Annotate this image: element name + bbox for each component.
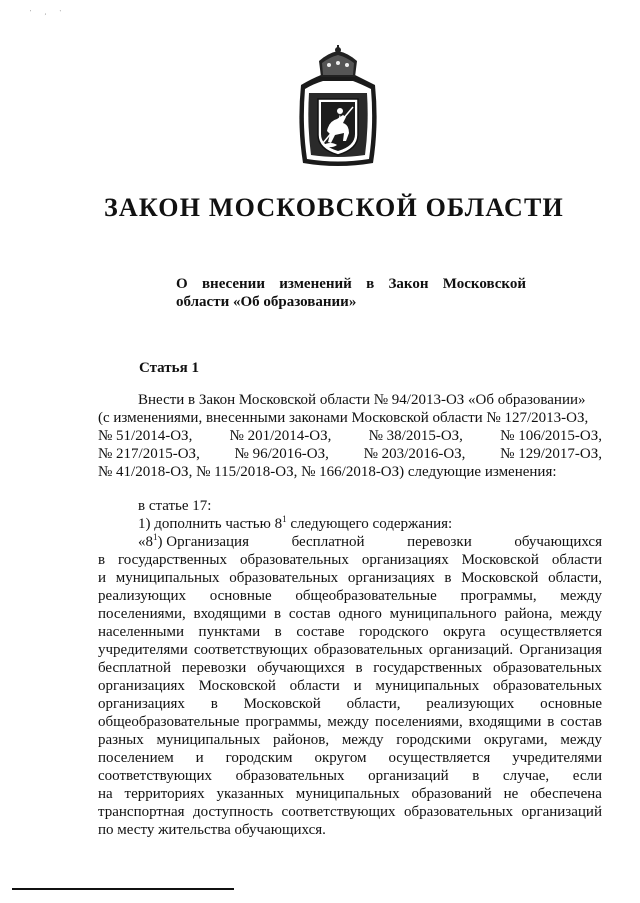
word: случае, [502, 768, 550, 784]
law-number: № 96/2016-ОЗ, [234, 446, 329, 462]
word: государственных [118, 552, 227, 568]
word: организациях [361, 552, 449, 568]
word: входящими [468, 714, 542, 730]
word: между [560, 732, 602, 748]
subtitle-line-2: области «Об образовании» [176, 294, 357, 310]
word: входящими [193, 606, 267, 622]
word: государственных [373, 660, 483, 676]
intro-paragraph [98, 391, 602, 481]
text-line [98, 713, 602, 731]
bottom-rule [12, 888, 234, 890]
word: «$8^1$) Организация [138, 532, 249, 550]
word: образовательных [235, 768, 345, 784]
word: Организация [519, 642, 602, 658]
word: бесплатной [98, 660, 172, 676]
word: муниципальных [375, 678, 480, 694]
word: обучающихся [514, 534, 602, 550]
word: поселениями, [98, 606, 186, 622]
moscow-oblast-coat-of-arms-icon [293, 45, 383, 172]
word: соответствующих [98, 768, 212, 784]
text-line [98, 551, 602, 569]
word: перевозки [407, 534, 472, 550]
word: округами, [483, 732, 548, 748]
paragraph-first-line [98, 533, 602, 551]
word: муниципальных [156, 732, 261, 748]
word: образований [411, 786, 492, 802]
word: округом [314, 750, 367, 766]
word: в [366, 276, 375, 292]
word: доступность [193, 804, 274, 820]
word: муниципальных [295, 786, 400, 802]
word: составе [296, 624, 345, 640]
word: и [195, 750, 204, 766]
law-subtitle [176, 275, 526, 311]
word: осуществляется [388, 750, 491, 766]
text-line [98, 677, 602, 695]
word: обеспечена [530, 786, 602, 802]
word: общеобразовательные [295, 588, 437, 604]
text-line [98, 641, 602, 659]
word: указанных [216, 786, 284, 802]
word: соответствующих [193, 642, 308, 658]
word: изменений [279, 276, 352, 292]
word: реализующих [98, 588, 187, 604]
text-line [98, 605, 602, 623]
scan-specks: ' , ' [30, 10, 67, 16]
word: в [355, 660, 363, 676]
word: области [551, 552, 602, 568]
text-line [98, 659, 602, 677]
word: программы, [245, 714, 322, 730]
word: осуществляется [500, 624, 602, 640]
text-line [98, 749, 602, 767]
word: О [176, 276, 188, 292]
word: районов, [273, 732, 330, 748]
word: Московской [198, 678, 276, 694]
word: разных [98, 732, 144, 748]
word: населенными [98, 624, 184, 640]
law-number: № 217/2015-ОЗ, [98, 446, 200, 462]
law-number: № 51/2014-ОЗ, [98, 428, 193, 444]
law-number: № 38/2015-ОЗ, [368, 428, 463, 444]
word: городскими [396, 732, 472, 748]
word: основные [209, 588, 272, 604]
word: организациях [98, 678, 185, 694]
word: между [560, 588, 602, 604]
word: пунктами [198, 624, 261, 640]
text-line [98, 767, 602, 785]
word: соответствующих [281, 804, 396, 820]
word: организациях [347, 570, 435, 586]
word: в [444, 570, 452, 586]
word: не [503, 786, 519, 802]
word: территориях [124, 786, 205, 802]
word: организаций. [428, 642, 514, 658]
text-line: по месту жительства обучающихся. [98, 822, 326, 838]
word: программы, [460, 588, 537, 604]
text-line: Внести в Закон Московской области № 94/2013-ОЗ «Об образовании» [138, 392, 586, 408]
word: поселениями, [374, 714, 463, 730]
word: и [353, 678, 362, 694]
word: если [572, 768, 602, 784]
word: учредителями [512, 750, 602, 766]
word: одного [338, 606, 382, 622]
paragraph-body [98, 551, 602, 821]
word: муниципальных [115, 570, 220, 586]
word: городского [359, 624, 429, 640]
word: в [210, 696, 218, 712]
word: состав [288, 606, 331, 622]
amendment-block [98, 497, 602, 839]
text-line [98, 695, 602, 713]
law-title: ЗАКОН МОСКОВСКОЙ ОБЛАСТИ [104, 193, 564, 222]
word: Закон [388, 276, 429, 292]
text-line: 1) дополнить частью $8^1$ следующего содержания: [138, 514, 453, 532]
subtitle-line-1 [176, 275, 526, 293]
text-line [98, 587, 602, 605]
word: округа [443, 624, 486, 640]
text-line [98, 803, 602, 821]
word: реализующих [426, 696, 515, 712]
word: между [327, 714, 370, 730]
word: Московской [442, 276, 526, 292]
word: Московской [243, 696, 321, 712]
text-line [98, 785, 602, 803]
text-line [98, 569, 602, 587]
word: поселением [98, 750, 174, 766]
law-number: № 203/2016-ОЗ, [363, 446, 466, 462]
word: образовательных [313, 642, 423, 658]
word: между [341, 732, 384, 748]
text-line [98, 623, 602, 641]
text-line: № 41/2018-ОЗ, № 115/2018-ОЗ, № 166/2018-ОЗ) следующие изменения: [98, 464, 557, 480]
word: Московской [461, 570, 539, 586]
word: транспортная [98, 804, 185, 820]
word: в [547, 714, 555, 730]
word: области, [346, 696, 401, 712]
word: и [98, 570, 107, 586]
word: основные [540, 696, 602, 712]
word: в [274, 624, 282, 640]
law-number: № 129/2017-ОЗ, [500, 446, 602, 462]
word: внесении [201, 276, 265, 292]
word: организаций [521, 804, 602, 820]
word: образовательных [404, 804, 513, 820]
word: области [289, 678, 340, 694]
word: состав [560, 714, 602, 730]
law-number: № 201/2014-ОЗ, [229, 428, 332, 444]
word: образовательных [493, 660, 602, 676]
text-line: (с изменениями, внесенными законами Московской области № 127/2013-ОЗ, [98, 410, 589, 426]
word: на [98, 786, 113, 802]
word: в [472, 768, 480, 784]
text-line [98, 731, 602, 749]
word: в [98, 552, 106, 568]
word: учредителями [98, 642, 188, 658]
word: Московской [461, 552, 539, 568]
word: муниципального [389, 606, 497, 622]
word: между [560, 606, 602, 622]
text-line: в статье 17: [138, 498, 212, 514]
word: района, [504, 606, 553, 622]
word: организациях [98, 696, 185, 712]
word: организаций [368, 768, 449, 784]
text-line [98, 427, 602, 445]
word: бесплатной [291, 534, 365, 550]
word: области, [548, 570, 602, 586]
word: обучающихся [257, 660, 345, 676]
word: городским [225, 750, 293, 766]
law-number: № 106/2015-ОЗ, [500, 428, 602, 444]
word: в [274, 606, 282, 622]
word: образовательных [493, 678, 602, 694]
word: общеобразовательные [98, 714, 240, 730]
word: образовательных [229, 570, 339, 586]
text-line [98, 445, 602, 463]
article-heading: Статья 1 [139, 360, 199, 376]
word: перевозки [181, 660, 247, 676]
word: образовательных [239, 552, 349, 568]
